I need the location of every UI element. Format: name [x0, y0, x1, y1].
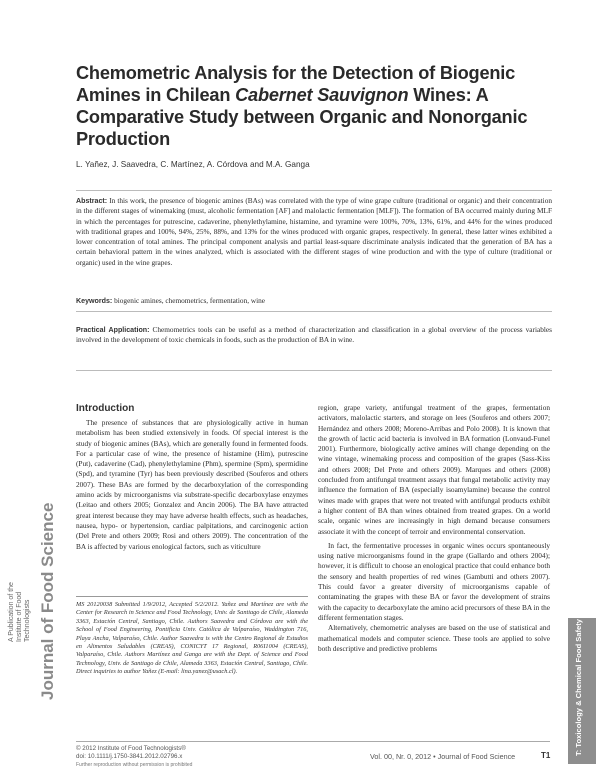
journal-footer: Vol. 00, Nr. 0, 2012 • Journal of Food Science	[370, 752, 516, 761]
practical-text: Chemometrics tools can be useful as a method of characterization and classification in a global overview of the process variables involved in the development of toxic chemicals in foods, such as the production of BA in wine.	[76, 325, 552, 345]
publication-note: A Publication of the Institute of Food Technologists	[8, 582, 31, 642]
intro-paragraph-1: The presence of substances that are physiologically active in human metabolism has been studied extensively in foods. Of special interest is the study of biogenic amines (BAs), which are generally found in fermented foods. For a particular case of wine, the presence of histamine (Him), putrescine (Put), cadaverine (Cad), phenylethylamine (Phm), spermine (Spm), spermidine (Spd), and tyramine (Tyr) has been previously described (Souferos and others 2007). These BAs are formed by the decarboxylation of the corresponding amino acids by microorganisms via substrate-specific decarboxylase enzymes (Leitao and others 2005; Gonzalez and Ancin 2006). The BA have attracted great interest because they may have adverse health effects, such as headaches, nausea, hypo- or hypertension, cardiac palpitations, and carcinogenic action (Del Prete and others 2009; Rosi and others 2009). The concentration of the BA is affected by various enological factors, such as viticulture	[76, 418, 308, 551]
footer-rule	[76, 741, 550, 742]
practical-application	[76, 325, 552, 346]
copyright-line-1: © 2012 Institute of Food Technologists®	[76, 745, 186, 752]
intro-column-1	[76, 418, 308, 552]
keywords	[76, 296, 552, 306]
doi: doi: 10.1111/j.1750-3841.2012.02796.x	[76, 753, 183, 760]
abstract-label: Abstract:	[76, 197, 108, 205]
introduction-heading: Introduction	[76, 403, 135, 414]
practical-label: Practical Application:	[76, 326, 150, 334]
intro-paragraph-2: region, grape variety, antifungal treatment of the grapes, fermentation activators, malolactic starters, and storage on lees (Souferos and others 2007; Hernández and others 2008; Moreno-Arribas and Polo 2008). It is known that the growth of lactic acid bacteria is involved in BA formation (Lonvaud-Funel 2001). Furthermore, biologically active amines will change depending on the wine vintage, winemaking process and composition of the grapes (Sass-Kiss and others 2008; Del Prete and others 2009). Marques and others (2008) concluded from antifungal treatment assays that fungal metabolic activity may influence the formation of BA (especially isoamylamine) because the control wines made with grapes that were not treated with antifungal products exhibit a higher content of BA than wines obtained from treated grapes. On a world scale, organic wines are increasingly in high demand because consumers associate it with the concept of terroir and environmental conservation.	[318, 403, 550, 536]
keywords-label: Keywords:	[76, 297, 113, 305]
title-part-2: Wines: A Comparative Study between Organic and Nonorganic Production	[76, 85, 528, 149]
page-number: T1	[541, 751, 551, 760]
intro-column-2	[318, 403, 550, 654]
journal-logo: Journal of Food Science	[38, 502, 57, 700]
section-tab-label: T: Toxicology & Chemical Food Safety	[574, 619, 583, 756]
paper-title	[76, 62, 546, 150]
authors: L. Yañez, J. Saavedra, C. Martínez, A. Córdova and M.A. Ganga	[76, 160, 310, 169]
abstract-text: In this work, the presence of biogenic amines (BAs) was correlated with the type of wine grape culture (traditional or organic) and their concentration in the different stages of winemaking (must, alcoholic fermentation [AF] and malolactic fermentation [MLF]). The formation of BA occurred mainly during MLF in which the percentages for putrescine, cadaverine, phenylethylamine, histamine, and tyramine were 100%, 70%, 13%, 61%, and 44% for the wines produced with traditional grapes and 100%, 94%, 25%, 88%, and 13% for the wines produced with organic grapes, respectively. In general, these latter wines exhibited a lower concentration of total amines. The principal component analysis and partial least-square discriminate analysis indicated that the generation of BA has a certain behavioral pattern in the wines analyzed, which is associated with the different stages of wine production and with the type of culture (traditional or organic) used in the wine grapes.	[76, 196, 552, 267]
footnote-rule	[76, 596, 308, 597]
abstract	[76, 196, 552, 268]
title-italic: Cabernet Sauvignon	[235, 85, 409, 105]
reproduction-note: Further reproduction without permission is prohibited	[76, 762, 193, 768]
intro-paragraph-3: In fact, the fermentative processes in organic wines occurs spontaneously using native microorganisms found in the grape (Gallardo and others 2004); however, it is difficult to choose an enological practice that could enhance both the sensory and health properties of red wines (Gambutti and others 2007). This could favor a greater diversity of microorganisms capable of contaminating the grapes with these BA or favor the development of strains with the capacity to decarboxylate the amino acid precursors of these BA in the different fermentation stages.	[318, 540, 550, 622]
keywords-text: biogenic amines, chemometrics, fermentation, wine	[114, 296, 266, 305]
intro-paragraph-4: Alternatively, chemometric analyses are based on the use of statistical and mathematical models and computer science. These tools are applied to solve both descriptive and predictive problems	[318, 623, 550, 653]
copyright	[76, 745, 192, 769]
footnote: MS 20120038 Submitted 1/9/2012, Accepted 5/2/2012. Yañez and Martínez are with the Center for Research in Science and Food Technology, Univ. de Santiago de Chile, Alameda 3363, Estación Central, Santiago, Chile. Authors Saavedra and Córdova are with the School of Food Engineering, Pontificia Univ. Católica de Valparaíso, Waddington 716, Playa Ancha, Valparaíso, Chile. Author Saavedra is with the Centro Regional de Estudios en Alimentos Saludables (CREAS), CONICYT 17 Regional, R06I1004 (CREAS), Valparaíso, Chile. Authors Martínez and Ganga are with the Dept. of Science and Food Technology, Univ. de Santiago de Chile, Alameda 3363, Estación Central, Santiago, Chile. Direct inquiries to author Yañez (E-mail: lina.yanez@usach.cl).	[76, 601, 308, 676]
title-part-1: Chemometric Analysis for the Detection of Biogenic Amines in Chilean	[76, 63, 516, 105]
